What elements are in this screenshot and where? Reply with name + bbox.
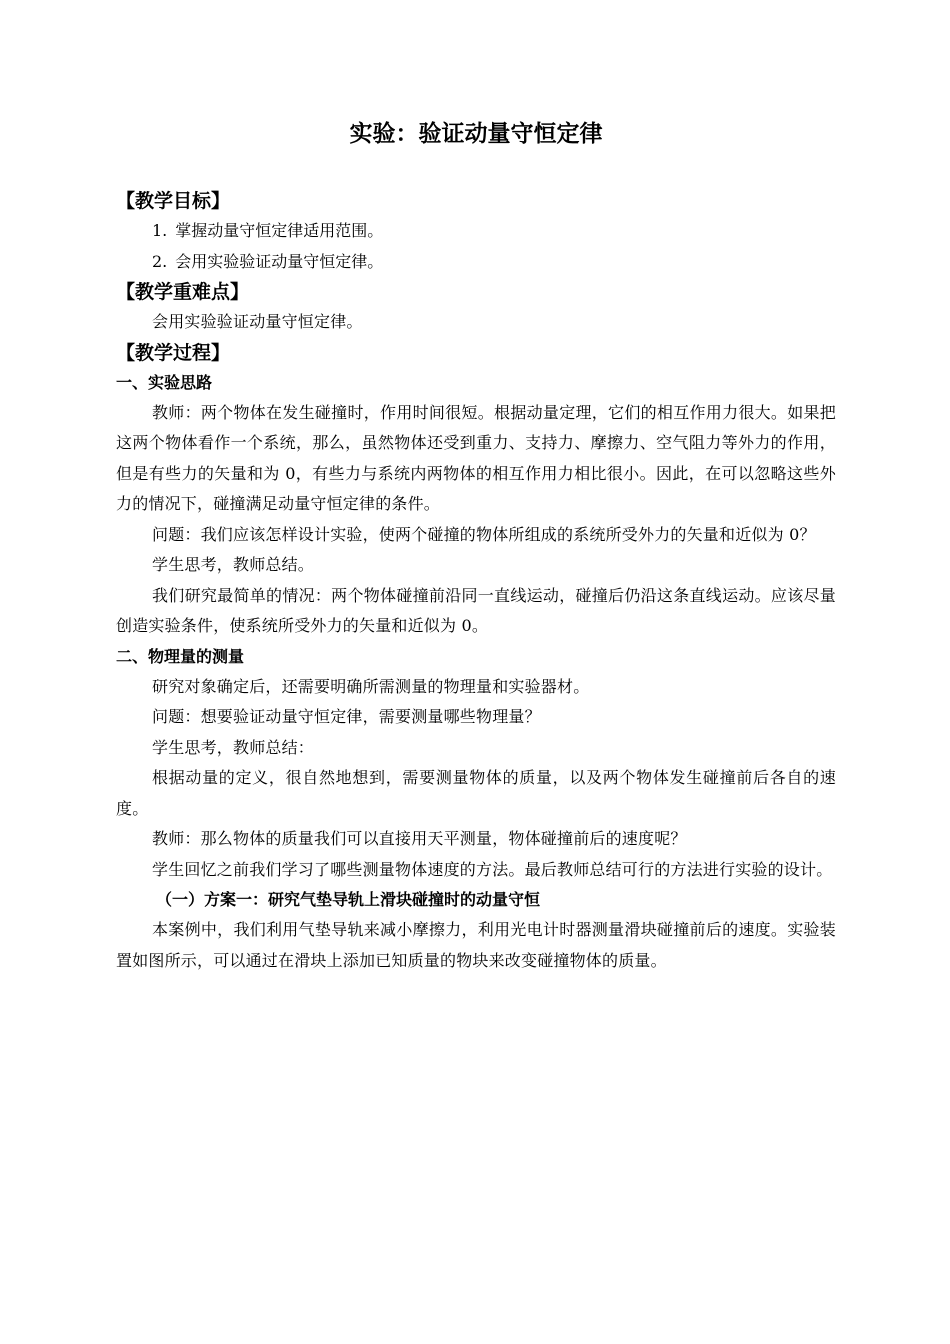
list-item [116, 247, 836, 278]
paragraph: 学生回忆之前我们学习了哪些测量物体速度的方法。最后教师总结可行的方法进行实验的设计。 [152, 859, 833, 879]
paragraph: 学生思考，教师总结： [152, 737, 315, 757]
process-heading: 【教学过程】 [116, 341, 231, 364]
list-item [116, 216, 836, 247]
paragraph: 我们研究最简单的情况：两个物体碰撞前沿同一直线运动，碰撞后仍沿这条直线运动。应该尽量创造实验条件，使系统所受外力的矢量和近似为 0。 [116, 585, 836, 635]
paragraph: 教师：那么物体的质量我们可以直接用天平测量，物体碰撞前后的速度呢？ [152, 829, 687, 848]
paragraph: 根据动量的定义，很自然地想到，需要测量物体的质量，以及两个物体发生碰撞前后各自的速度。 [116, 768, 836, 818]
key-points-text: 会用实验验证动量守恒定律。 [152, 312, 363, 331]
list-item-number: 1. [152, 221, 168, 240]
section-heading-experiment-idea: 一、实验思路 [116, 372, 213, 392]
list-item-number: 2. [152, 251, 168, 271]
paragraph: 问题：想要验证动量守恒定律，需要测量哪些物理量？ [152, 707, 541, 726]
list-item-text: 掌握动量守恒定律适用范围。 [175, 221, 384, 240]
section-heading-measurement: 二、物理量的测量 [116, 646, 245, 666]
list-item-text: 会用实验验证动量守恒定律。 [175, 251, 384, 271]
key-points-heading: 【教学重难点】 [116, 281, 250, 303]
paragraph: 本案例中，我们利用气垫导轨来减小摩擦力，利用光电计时器测量滑块碰撞前后的速度。实验装置如图所示，可以通过在滑块上添加已知质量的物块来改变碰撞物体的质量。 [116, 920, 836, 970]
paragraph: 教师：两个物体在发生碰撞时，作用时间很短。根据动量定理，它们的相互作用力很大。如果把这两个物体看作一个系统，那么，虽然物体还受到重力、支持力、摩擦力、空气阻力等外力的作用，但是有些力的矢量和为 0，有些力与系统内两物体的相互作用力相比很小。因此，在可以忽略这些外力的情况下，碰撞满足动量守恒定律的条件。 [116, 402, 836, 513]
paragraph: 问题：我们应该怎样设计实验，使两个碰撞的物体所组成的系统所受外力的矢量和近似为 0？ [152, 524, 816, 544]
paragraph: 学生思考，教师总结。 [152, 555, 315, 574]
objectives-heading: 【教学目标】 [116, 190, 231, 212]
page-title: 实验：验证动量守恒定律 [349, 121, 603, 147]
document-page [116, 112, 836, 976]
objectives-list [116, 216, 836, 277]
paragraph: 研究对象确定后，还需要明确所需测量的物理量和实验器材。 [152, 676, 590, 696]
plan-one-heading: （一）方案一：研究气垫导轨上滑块碰撞时的动量守恒 [156, 890, 541, 909]
